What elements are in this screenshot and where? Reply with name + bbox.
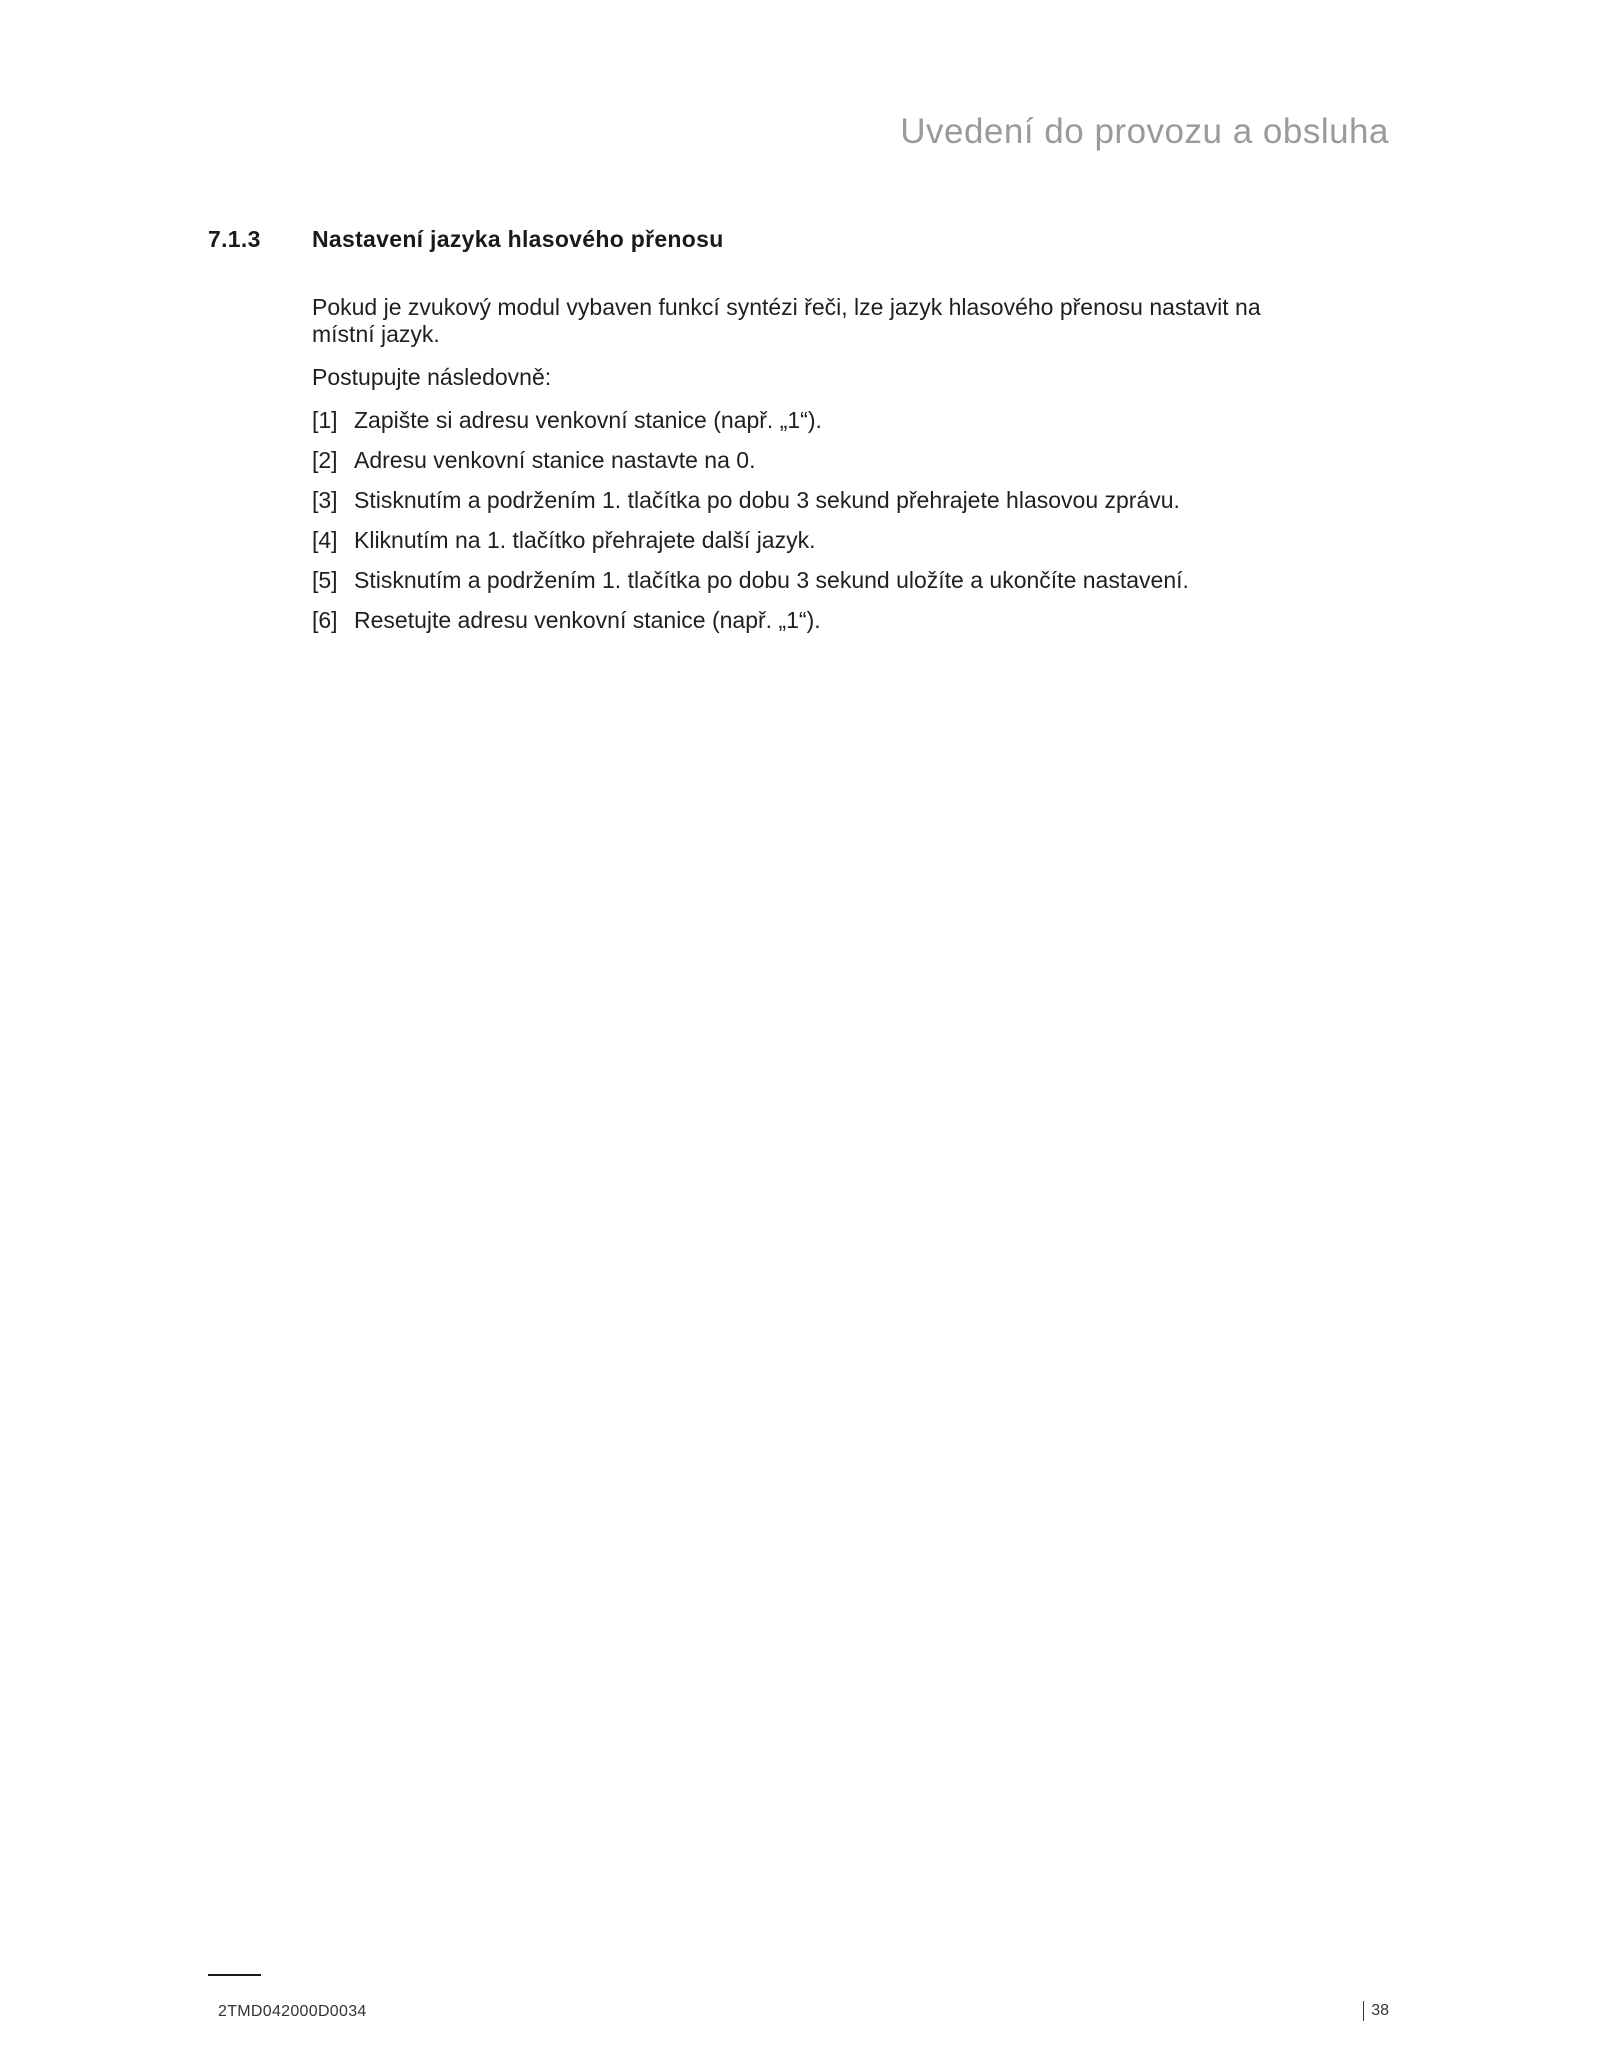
step-text: Stisknutím a podržením 1. tlačítka po dobu 3 sekund přehrajete hlasovou zprávu. <box>354 487 1180 513</box>
section-body <box>312 294 1312 634</box>
step-item <box>312 607 1312 634</box>
step-text: Resetujte adresu venkovní stanice (např. „1“). <box>354 607 821 633</box>
step-number: [6] <box>312 607 338 633</box>
page-header-title: Uvedení do provozu a obsluha <box>900 112 1389 151</box>
step-number: [2] <box>312 447 338 473</box>
step-item <box>312 567 1312 594</box>
section-number: 7.1.3 <box>208 226 261 252</box>
step-text: Stisknutím a podržením 1. tlačítka po dobu 3 sekund uložíte a ukončíte nastavení. <box>354 567 1189 593</box>
footer-page-number <box>1363 2001 1389 2021</box>
step-item <box>312 407 1312 434</box>
steps-list <box>312 407 1312 634</box>
section-title: Nastavení jazyka hlasového přenosu <box>312 226 724 252</box>
step-text: Adresu venkovní stanice nastavte na 0. <box>354 447 756 473</box>
procedure-label: Postupujte následovně: <box>312 364 552 390</box>
footer-rule <box>208 1974 261 1976</box>
footer-document-number: 2TMD042000D0034 <box>218 2003 367 2020</box>
step-item <box>312 527 1312 554</box>
section <box>208 226 1389 647</box>
page-number: 38 <box>1371 2002 1389 2019</box>
step-item <box>312 447 1312 474</box>
step-number: [4] <box>312 527 338 553</box>
intro-paragraph: Pokud je zvukový modul vybaven funkcí syntézi řeči, lze jazyk hlasového přenosu nastavit na místní jazyk. <box>312 294 1261 347</box>
page-separator <box>1363 2001 1364 2021</box>
step-item <box>312 487 1312 514</box>
step-text: Zapište si adresu venkovní stanice (např. „1“). <box>354 407 822 433</box>
step-number: [3] <box>312 487 338 513</box>
step-number: [5] <box>312 567 338 593</box>
section-heading <box>208 226 1389 253</box>
step-text: Kliknutím na 1. tlačítko přehrajete další jazyk. <box>354 527 816 553</box>
step-number: [1] <box>312 407 338 433</box>
